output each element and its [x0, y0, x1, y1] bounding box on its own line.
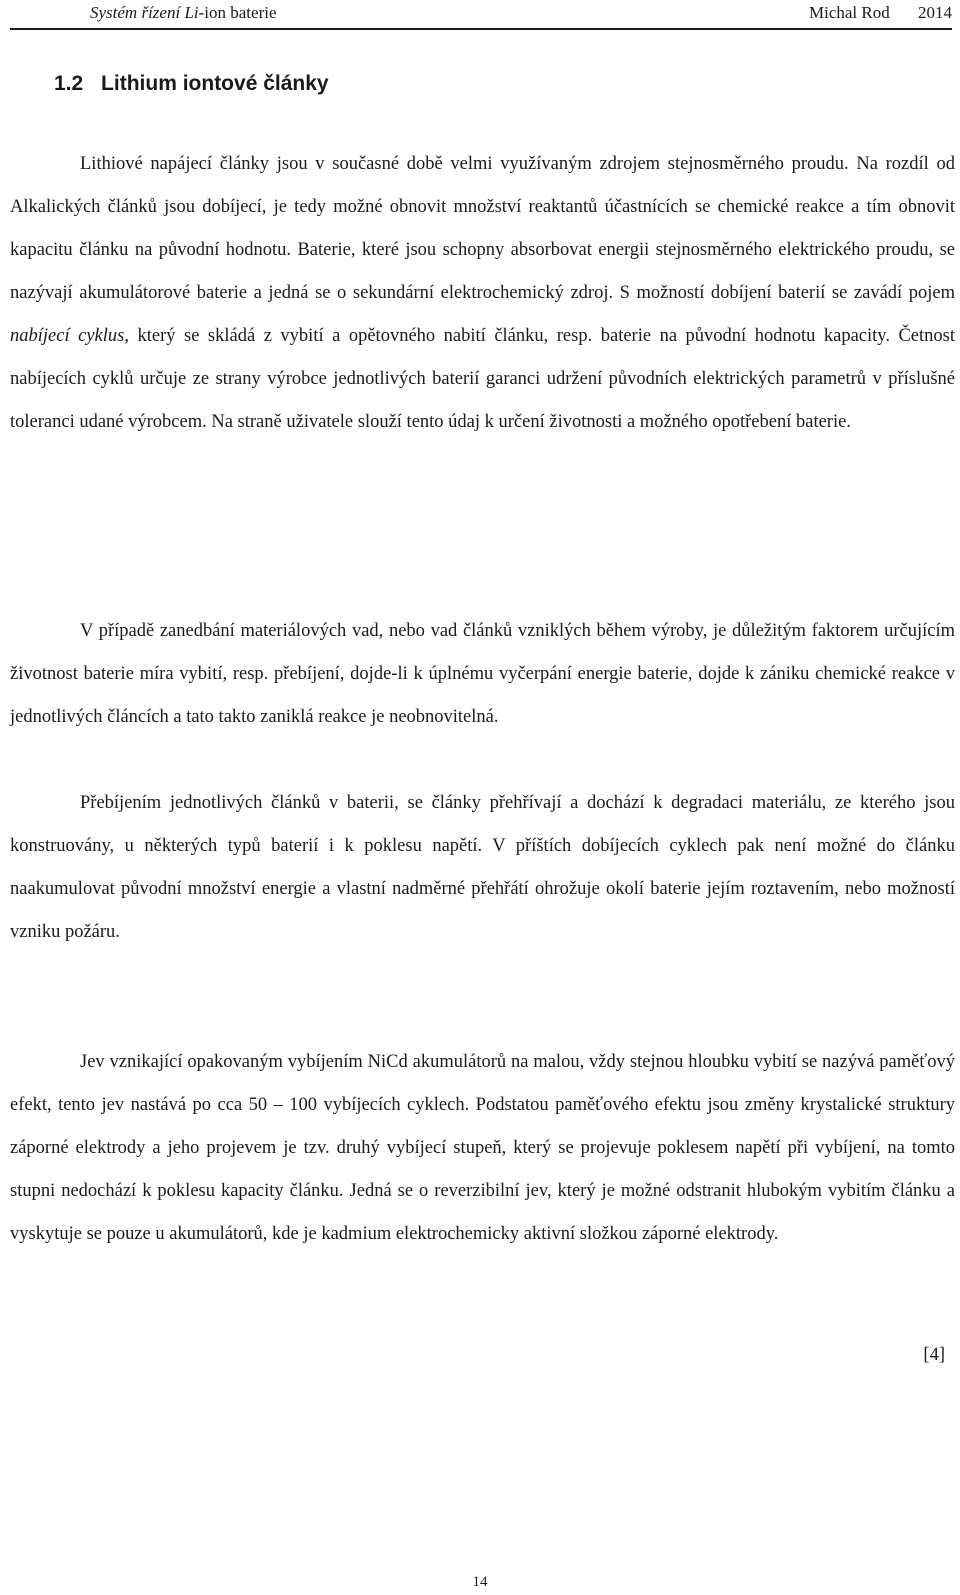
page-number: 14 [472, 1574, 488, 1590]
header-author: Michal Rod [809, 3, 890, 22]
paragraph-2-text: V případě zanedbání materiálových vad, nebo vad článků vzniklých během výroby, je důležitým faktorem určujícím životnost baterie míra vybití, resp. přebíjení, dojde-li k úplnému vyčerpání energie baterie, dojde k zániku chemické reakce v jednotlivých článcích a tato takto zaniklá reakce je neobnovitelná. [10, 621, 955, 727]
paragraph-1 [10, 143, 955, 444]
term-nabijeci-cyklus: nabíjecí cyklus [10, 326, 125, 346]
header-document-title [90, 0, 277, 26]
paragraph-4-text: Jev vznikající opakovaným vybíjením NiCd akumulátorů na malou, vždy stejnou hloubku vybití se nazývá paměťový efekt, tento jev nastává po cca 50 – 100 vybíjecích cyklech. Podstatou paměťového efektu jsou změny krystalické struktury záporné elektrody a jeho projevem je tzv. druhý vybíjecí stupeň, který se projevuje poklesem napětí při vybíjení, na tomto stupni nedochází k poklesu kapacity článku. Jedná se o reverzibilní jev, který je možné odstranit hlubokým vybitím článku a vyskytuje se pouze u akumulátorů, kde je kadmium elektrochemicky aktivní složkou záporné elektrody. [10, 1052, 955, 1244]
paragraph-1-text [10, 143, 955, 444]
paragraph-3-text: Přebíjením jednotlivých článků v baterii, se články přehřívají a dochází k degradaci materiálu, ze kterého jsou konstruovány, u některých typů baterií i k poklesu napětí. V příštích dobíjecích cyklech pak není možné do článku naakumulovat původní množství energie a vlastní nadměrné přehřátí ohrožuje okolí baterie jejím roztavením, nebo možností vzniku požáru. [10, 793, 955, 942]
page-header [10, 0, 952, 30]
paragraph-4 [10, 1041, 955, 1256]
section-heading [54, 69, 329, 99]
header-title-part1: Systém řízení [90, 3, 185, 22]
paragraph-1-part2: , který se skládá z vybití a opětovného nabití článku, resp. baterie na původní hodnotu kapacity. Četnost nabíjecích cyklů určuje ze strany výrobce jednotlivých baterií garanci udržení původních elektrických parametrů v příslušné toleranci udané výrobcem. Na straně uživatele slouží tento údaj k určení životnosti a možného opotřebení baterie. [10, 326, 955, 432]
paragraph-1-part1: Lithiové napájecí články jsou v současné době velmi využívaným zdrojem stejnosměrného proudu. Na rozdíl od Alkalických článků jsou dobíjecí, je tedy možné obnovit množství reaktantů účastnících se chemické reakce a tím obnovit kapacitu článku na původní hodnotu. Baterie, které jsou schopny absorbovat energii stejnosměrného elektrického proudu, se nazývají akumulátorové baterie a jedná se o sekundární elektrochemický zdroj. S možností dobíjení baterií se zavádí pojem [10, 154, 955, 303]
paragraph-2 [10, 610, 955, 739]
section-title: Lithium iontové články [101, 72, 329, 95]
header-title-part2: Li [184, 3, 199, 22]
section-number: 1.2 [54, 72, 84, 95]
header-title-part3: -ion baterie [198, 3, 277, 22]
citation-reference: [4] [923, 1345, 945, 1365]
paragraph-3 [10, 782, 955, 954]
header-year: 2014 [918, 3, 952, 22]
header-meta [809, 0, 952, 26]
